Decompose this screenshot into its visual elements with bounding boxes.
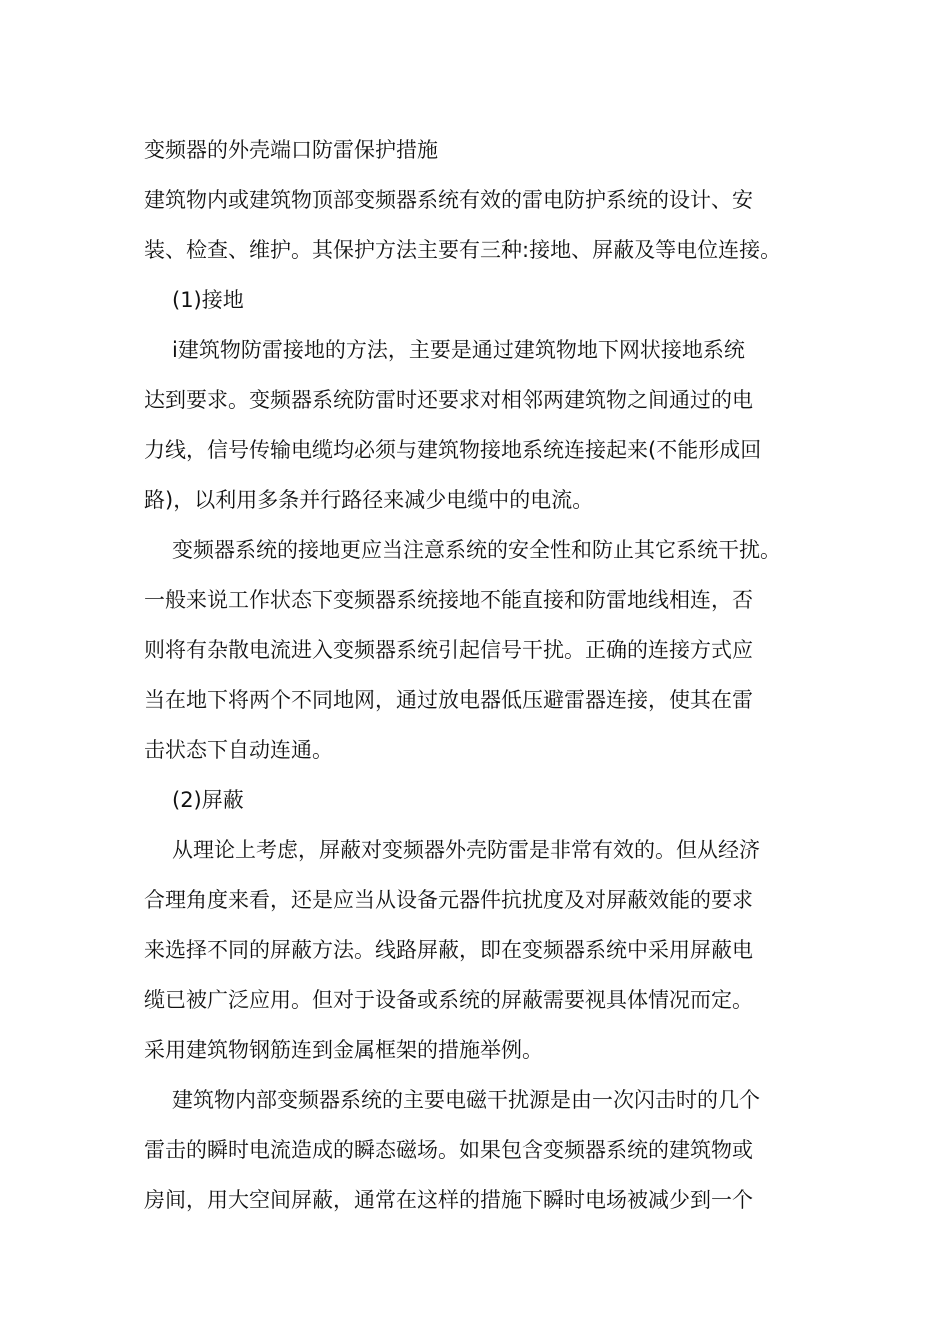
text-line: 来选择不同的屏蔽方法。线路屏蔽，即在变频器系统中采用屏蔽电	[144, 938, 753, 962]
text-line: 合理角度来看，还是应当从设备元器件抗扰度及对屏蔽效能的要求	[144, 888, 753, 912]
text-line: 当在地下将两个不同地网，通过放电器低压避雷器连接，使其在雷	[144, 688, 753, 712]
text-line: 则将有杂散电流进入变频器系统引起信号干扰。正确的连接方式应	[144, 638, 753, 662]
text-line: 从理论上考虑，屏蔽对变频器外壳防雷是非常有效的。但从经济	[172, 838, 760, 862]
text-line: 达到要求。变频器系统防雷时还要求对相邻两建筑物之间通过的电	[144, 388, 753, 412]
text-line: 雷击的瞬时电流造成的瞬态磁场。如果包含变频器系统的建筑物或	[144, 1138, 753, 1162]
text-line: 缆已被广泛应用。但对于设备或系统的屏蔽需要视具体情况而定。	[144, 988, 753, 1012]
section-heading-grounding: (1)接地	[172, 288, 244, 312]
text-line: 装、检查、维护。其保护方法主要有三种:接地、屏蔽及等电位连接。	[144, 238, 782, 262]
text-line: 力线，信号传输电缆均必须与建筑物接地系统连接起来(不能形成回	[144, 438, 762, 462]
text-line: 建筑物内或建筑物顶部变频器系统有效的雷电防护系统的设计、安	[144, 188, 753, 212]
text-line: 采用建筑物钢筋连到金属框架的措施举例。	[144, 1038, 543, 1062]
text-line: 击状态下自动连通。	[144, 738, 333, 762]
document-title: 变频器的外壳端口防雷保护措施	[144, 138, 438, 162]
text-line: 建筑物内部变频器系统的主要电磁干扰源是由一次闪击时的几个	[172, 1088, 760, 1112]
text-line: 房间，用大空间屏蔽，通常在这样的措施下瞬时电场被减少到一个	[144, 1188, 753, 1212]
text-line: ⅰ建筑物防雷接地的方法，主要是通过建筑物地下网状接地系统	[172, 338, 745, 362]
section-heading-shielding: (2)屏蔽	[172, 788, 244, 812]
text-line: 一般来说工作状态下变频器系统接地不能直接和防雷地线相连，否	[144, 588, 753, 612]
text-line: 变频器系统的接地更应当注意系统的安全性和防止其它系统干扰。	[172, 538, 781, 562]
text-line: 路)，以利用多条并行路径来减少电缆中的电流。	[144, 488, 594, 512]
